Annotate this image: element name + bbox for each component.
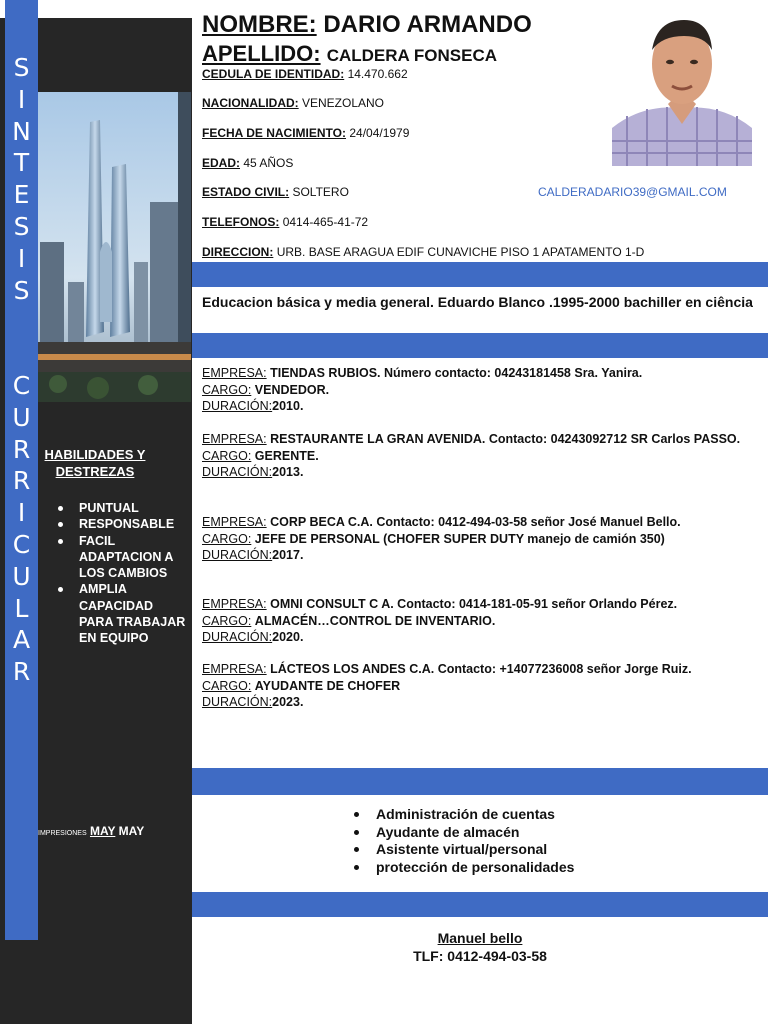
city-skyline-image — [38, 92, 191, 402]
duracion-label: DURACIÓN: — [202, 630, 273, 644]
info-label: CEDULA DE IDENTIDAD: — [202, 67, 345, 81]
cargo-value: VENDEDOR. — [254, 382, 330, 397]
duracion-label: DURACIÓN: — [202, 465, 273, 479]
vertical-letter: A — [12, 625, 31, 655]
job-entry — [202, 514, 762, 564]
duracion-value: 2017. — [272, 548, 304, 562]
empresa-label: EMPRESA: — [202, 366, 267, 380]
vertical-letter: U — [12, 561, 31, 591]
section-band-reference — [192, 892, 768, 917]
info-fecha-nacimiento — [202, 126, 409, 141]
job-entry — [202, 661, 762, 711]
vertical-letter: I — [17, 498, 26, 528]
duracion-label: DURACIÓN: — [202, 399, 273, 413]
competency-item: protección de personalidades — [354, 859, 754, 877]
empresa-label: EMPRESA: — [202, 597, 267, 611]
vertical-letter: R — [12, 657, 31, 687]
info-value: 0414-465-41-72 — [282, 215, 369, 229]
vertical-letter: T — [13, 148, 30, 178]
vertical-letter: E — [13, 180, 30, 210]
cargo-value: ALMACÉN…CONTROL DE INVENTARIO. — [254, 613, 496, 628]
skills-title: HABILIDADES Y DESTREZAS — [44, 447, 146, 479]
apellido-value: CALDERA FONSECA — [326, 46, 498, 65]
competencies-list — [354, 806, 754, 876]
education-text: Educacion básica y media general. Eduardo Blanco .1995-2000 bachiller en ciência — [202, 294, 753, 310]
skill-item: FACIL ADAPTACION A LOS CAMBIOS — [56, 533, 186, 582]
cargo-label: CARGO: — [202, 382, 252, 397]
info-label: FECHA DE NACIMIENTO: — [202, 126, 346, 140]
info-value: SOLTERO — [292, 185, 349, 199]
job-entry — [202, 431, 762, 481]
email-link[interactable]: CALDERADARIO39@GMAIL.COM — [538, 185, 727, 199]
vertical-spacer — [18, 338, 26, 370]
info-cedula — [202, 67, 408, 82]
vertical-letter: S — [13, 211, 30, 241]
vertical-letter: N — [12, 116, 31, 146]
info-label: TELEFONOS: — [202, 215, 280, 229]
info-edad — [202, 156, 293, 171]
reference-name: Manuel bello — [437, 930, 523, 946]
empresa-value: CORP BECA C.A. Contacto: 0412-494-03-58 señor José Manuel Bello. — [270, 515, 681, 529]
empresa-label: EMPRESA: — [202, 515, 267, 529]
cargo-label: CARGO: — [202, 531, 252, 546]
vertical-spacer — [18, 306, 26, 338]
info-value: 45 AÑOS — [243, 156, 294, 170]
avatar-graphic — [612, 6, 752, 166]
reference-phone: TLF: 0412-494-03-58 — [413, 948, 547, 964]
empresa-value: TIENDAS RUBIOS. Número contacto: 04243181458 Sra. Yanira. — [270, 366, 643, 380]
duracion-value: 2010. — [272, 399, 304, 413]
info-label: ESTADO CIVIL: — [202, 185, 290, 199]
info-estado-civil — [202, 185, 349, 200]
name-line — [202, 10, 532, 40]
info-value: VENEZOLANO — [302, 96, 385, 110]
nombre-label: NOMBRE: — [202, 11, 317, 38]
duracion-value: 2013. — [272, 465, 304, 479]
skill-item: RESPONSABLE — [56, 516, 186, 532]
vertical-letter: L — [14, 593, 29, 623]
cargo-value: AYUDANTE DE CHOFER — [254, 678, 401, 693]
vertical-title — [5, 52, 38, 688]
empresa-value: OMNI CONSULT C A. Contacto: 0414-181-05-91 señor Orlando Pérez. — [270, 597, 678, 611]
cargo-value: GERENTE. — [254, 448, 319, 463]
vertical-letter: I — [17, 84, 26, 114]
nombre-value: DARIO ARMANDO — [323, 11, 532, 38]
vertical-letter: C — [12, 370, 31, 400]
skill-item: PUNTUAL — [56, 500, 186, 516]
cargo-value: JEFE DE PERSONAL (CHOFER SUPER DUTY manejo de camión 350) — [254, 531, 665, 546]
duracion-value: 2020. — [272, 630, 304, 644]
cargo-label: CARGO: — [202, 613, 252, 628]
info-value: URB. BASE ARAGUA EDIF CUNAVICHE PISO 1 APATAMENTO 1-D — [276, 245, 645, 259]
info-label: EDAD: — [202, 156, 240, 170]
skills-list — [56, 500, 186, 647]
info-value: 14.470.662 — [347, 67, 408, 81]
duracion-label: DURACIÓN: — [202, 548, 273, 562]
info-label: DIRECCION: — [202, 245, 274, 259]
impresiones-label: IMPRESIONES — [38, 830, 87, 837]
job-entry — [202, 596, 762, 646]
vertical-letter: I — [17, 243, 26, 273]
empresa-value: RESTAURANTE LA GRAN AVENIDA. Contacto: 04243092712 SR Carlos PASSO. — [270, 432, 741, 446]
vertical-letter: S — [13, 53, 30, 82]
section-band-education — [192, 262, 768, 287]
impresiones-name-1: MAY — [89, 824, 116, 838]
info-nacionalidad — [202, 96, 384, 111]
section-band-skills — [192, 768, 768, 795]
profile-photo — [612, 6, 752, 166]
info-telefonos — [202, 215, 368, 230]
vertical-letter: C — [12, 529, 31, 559]
city-skyline-graphic — [38, 92, 191, 402]
cargo-label: CARGO: — [202, 678, 252, 693]
impresiones-credit — [38, 824, 144, 838]
vertical-letter: U — [12, 402, 31, 432]
competency-item: Asistente virtual/personal — [354, 841, 754, 859]
vertical-letter: S — [13, 275, 30, 305]
impresiones-name-2: MAY — [118, 824, 145, 838]
empresa-value: LÁCTEOS LOS ANDES C.A. Contacto: +14077236008 señor Jorge Ruiz. — [270, 662, 692, 676]
apellido-line — [202, 40, 497, 70]
info-direccion — [202, 245, 644, 260]
job-entry — [202, 365, 762, 415]
section-band-experience — [192, 333, 768, 358]
competency-item: Administración de cuentas — [354, 806, 754, 824]
info-value: 24/04/1979 — [349, 126, 410, 140]
vertical-letter: R — [12, 466, 31, 496]
empresa-label: EMPRESA: — [202, 432, 267, 446]
duracion-label: DURACIÓN: — [202, 695, 273, 709]
duracion-value: 2023. — [272, 695, 304, 709]
cargo-label: CARGO: — [202, 448, 252, 463]
skill-item: AMPLIA CAPACIDAD PARA TRABAJAR EN EQUIPO — [56, 581, 186, 646]
apellido-label: APELLIDO: — [202, 41, 321, 66]
competency-item: Ayudante de almacén — [354, 824, 754, 842]
info-label: NACIONALIDAD: — [202, 96, 299, 110]
vertical-letter: R — [12, 434, 31, 464]
empresa-label: EMPRESA: — [202, 662, 267, 676]
